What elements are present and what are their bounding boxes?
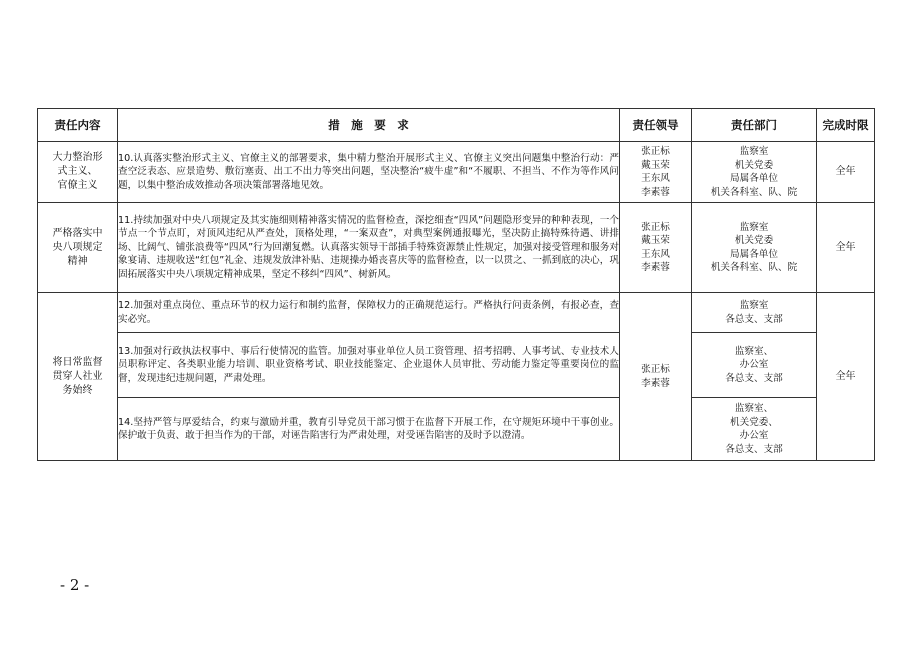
responsibility-content: 大力整治形 式主义、 官僚主义 bbox=[38, 142, 118, 203]
responsible-departments: 监察室 机关党委 局属各单位 机关各科室、队、院 bbox=[692, 203, 817, 293]
table-row bbox=[38, 398, 875, 461]
table-row bbox=[38, 203, 875, 293]
measure-text: 12.加强对重点岗位、重点环节的权力运行和制约监督，保障权力的正确规范运行。严格执行问责条例，有报必查，查实必究。 bbox=[118, 293, 620, 333]
responsible-leaders: 张正标 戴玉荣 王东风 李素蓉 bbox=[620, 203, 692, 293]
header-departments: 责任部门 bbox=[692, 109, 817, 142]
header-leaders: 责任领导 bbox=[620, 109, 692, 142]
responsibility-content: 将日常监督 贯穿人社业 务始终 bbox=[38, 293, 118, 461]
deadline: 全年 bbox=[817, 293, 875, 461]
responsible-departments: 监察室、 机关党委、 办公室 各总支、支部 bbox=[692, 398, 817, 461]
responsible-leaders: 张正标 戴玉荣 王东风 李素蓉 bbox=[620, 142, 692, 203]
table-row bbox=[38, 142, 875, 203]
table-row bbox=[38, 333, 875, 398]
deadline: 全年 bbox=[817, 203, 875, 293]
responsible-departments: 监察室、 办公室 各总支、支部 bbox=[692, 333, 817, 398]
table-header-row bbox=[38, 109, 875, 142]
header-content: 责任内容 bbox=[38, 109, 118, 142]
measure-text: 13.加强对行政执法权事中、事后行使情况的监管。加强对事业单位人员工资管理、招考招聘、人事考试、专业技术人员职称评定、各类职业能力培训、职业资格考试、职业技能鉴定、企业退休人员审批、劳动能力鉴定等重要岗位的监督，发现违纪违规问题，严肃处理。 bbox=[118, 333, 620, 398]
measure-text: 14.坚持严管与厚爱结合，约束与激励并重，教育引导党员干部习惯于在监督下开展工作，在守规矩环境中干事创业。保护敢于负责、敢于担当作为的干部，对诬告陷害行为严肃处理，对受诬告陷害的及时予以澄清。 bbox=[118, 398, 620, 461]
table-row bbox=[38, 293, 875, 333]
header-deadline: 完成时限 bbox=[817, 109, 875, 142]
responsible-departments: 监察室 各总支、支部 bbox=[692, 293, 817, 333]
responsibility-table bbox=[37, 108, 875, 461]
responsible-leaders: 张正标 李素蓉 bbox=[620, 293, 692, 461]
deadline: 全年 bbox=[817, 142, 875, 203]
measure-text: 10.认真落实整治形式主义、官僚主义的部署要求，集中精力整治开展形式主义、官僚主义突出问题集中整治行动：严查空泛表态、应景造势、敷衍塞责、出工不出力等突出问题，坚决整治“疲牛虚”和“不履职、不担当、不作为等作风问题，以集中整治成效推动各项决策部署落地见效。 bbox=[118, 142, 620, 203]
header-measures: 措 施 要 求 bbox=[118, 109, 620, 142]
page-number: - 2 - bbox=[60, 576, 90, 594]
responsible-departments: 监察室 机关党委 局属各单位 机关各科室、队、院 bbox=[692, 142, 817, 203]
responsibility-content: 严格落实中 央八项规定 精神 bbox=[38, 203, 118, 293]
measure-text: 11.持续加强对中央八项规定及其实施细则精神落实情况的监督检查，深挖细查“四风”问题隐形变异的种种表现，一个节点一个节点盯，对顶风违纪从严查处，顶格处理，“一案双查”，对典型案例通报曝光，坚决防止搞特殊待遇、讲排场、比阔气、铺张浪费等“四风”行为回潮复燃。认真落实领导干部插手特殊资源禁止性规定，加强对接受管理和服务对象宴请、违规收送“红包”礼金、违规发放津补贴、违规操办婚丧喜庆等的监督检查，以一以贯之、一抓到底的决心，巩固拓展落实中央八项规定精神成果，坚定不移纠“四风”、树新风。 bbox=[118, 203, 620, 293]
